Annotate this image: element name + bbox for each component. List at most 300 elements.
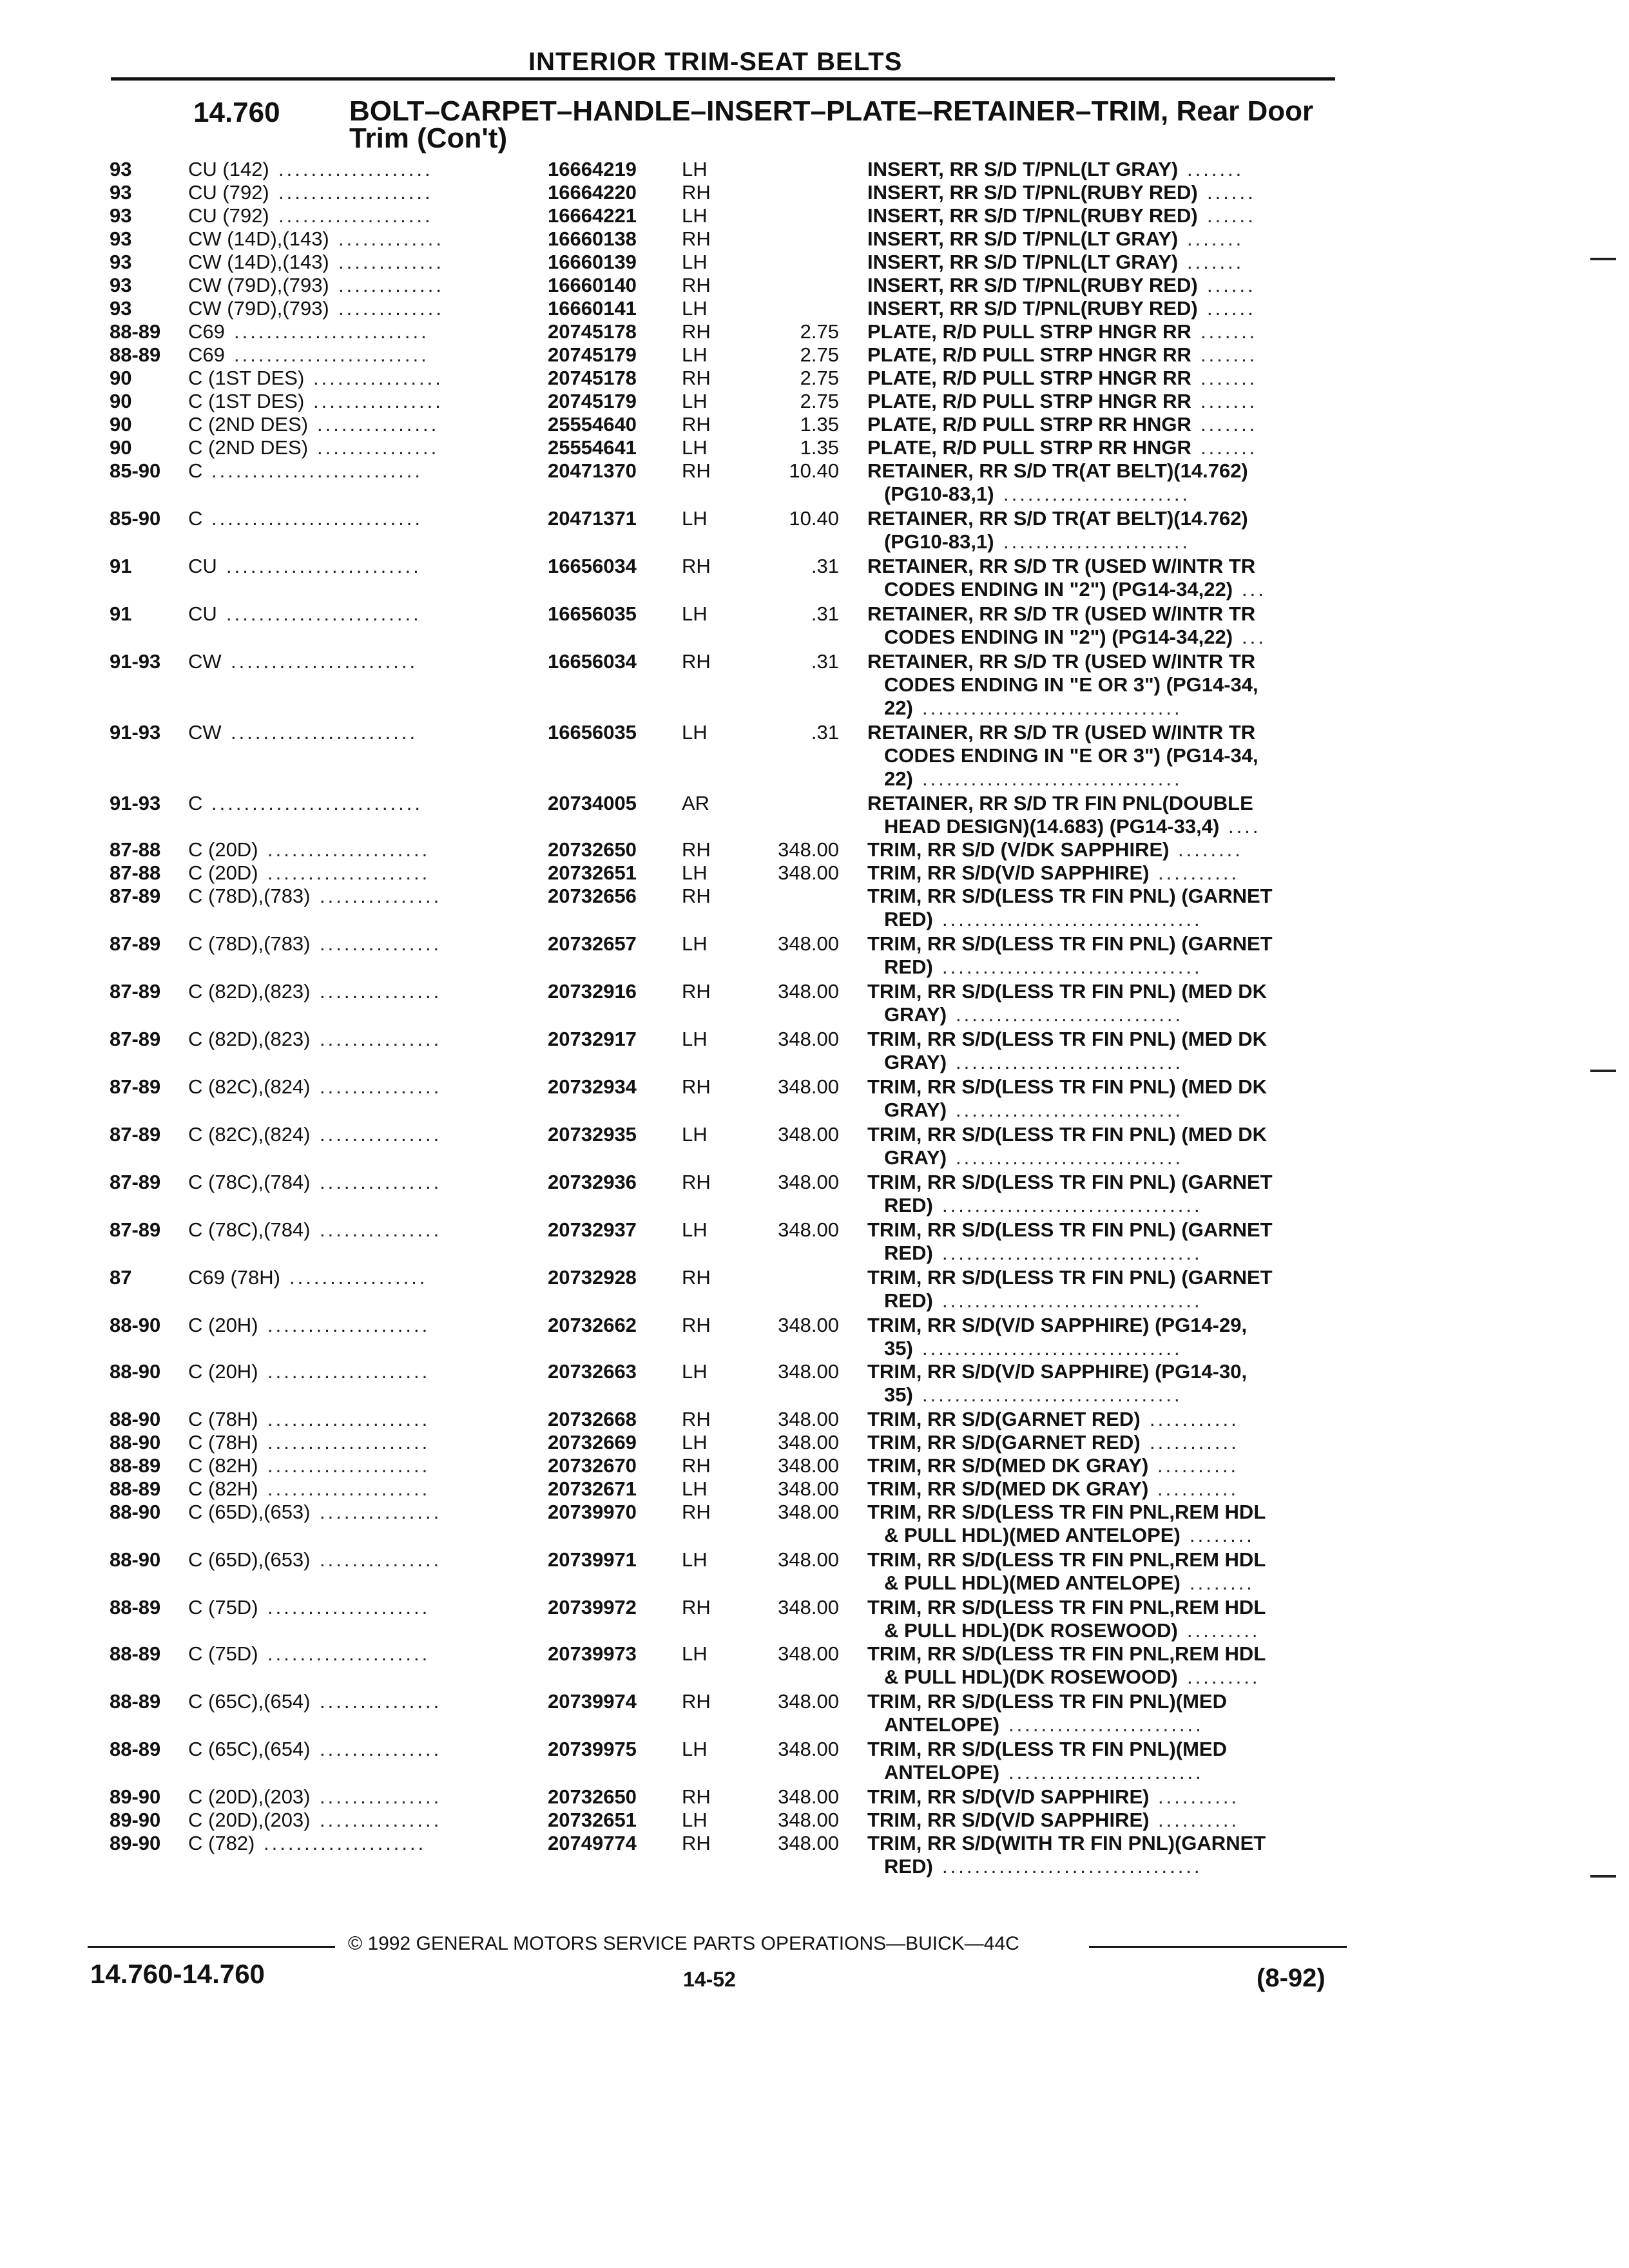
part-number: 20732651 xyxy=(548,1809,637,1831)
leader-dots: .......................... xyxy=(211,792,423,814)
model-code: C (82D),(823) xyxy=(188,1028,311,1050)
description-line-2: 35) xyxy=(884,1337,913,1360)
model-code: C xyxy=(188,459,203,482)
model-code: CU (792) xyxy=(188,181,269,204)
description: INSERT, RR S/D T/PNL(RUBY RED) xyxy=(867,274,1198,296)
model-year: 93 xyxy=(110,251,132,273)
side-code: RH xyxy=(682,1454,711,1477)
description: TRIM, RR S/D(V/D SAPPHIRE) xyxy=(867,1809,1150,1831)
part-number: 20739973 xyxy=(548,1642,637,1665)
side-code: LH xyxy=(682,1642,708,1665)
side-code: LH xyxy=(682,602,708,625)
leader-dots: ....... xyxy=(1187,251,1244,273)
side-code: LH xyxy=(682,251,708,273)
leader-dots: ....................... xyxy=(1003,483,1191,505)
description-line-2: ANTELOPE) xyxy=(884,1713,1000,1736)
leader-dots: ................................ xyxy=(922,1337,1182,1360)
side-code: RH xyxy=(682,980,711,1003)
model-code: CU xyxy=(188,555,217,577)
description-line-3: 22) xyxy=(884,697,913,719)
model-code: C (78C),(784) xyxy=(188,1171,311,1193)
price: 348.00 xyxy=(778,1218,839,1241)
part-number: 16660140 xyxy=(548,274,637,296)
model-code: C (2ND DES) xyxy=(188,413,309,436)
side-code: RH xyxy=(682,1266,711,1289)
leader-dots: ............... xyxy=(320,1075,442,1098)
margin-mark xyxy=(1590,1875,1616,1878)
leader-dots: .......................... xyxy=(211,459,423,482)
leader-dots: .................... xyxy=(267,1431,430,1454)
side-code: RH xyxy=(682,367,711,389)
model-code: C (20H) xyxy=(188,1360,258,1383)
description-line-2: & PULL HDL)(MED ANTELOPE) xyxy=(884,1571,1181,1594)
description-line-2: RED) xyxy=(884,1242,933,1264)
leader-dots: ........... xyxy=(1150,1431,1239,1454)
side-code: LH xyxy=(682,297,708,320)
model-year: 93 xyxy=(110,227,132,250)
model-year: 88-90 xyxy=(110,1548,161,1571)
price: 348.00 xyxy=(778,1171,839,1193)
model-year: 93 xyxy=(110,181,132,204)
leader-dots: ............. xyxy=(338,297,444,320)
side-code: LH xyxy=(682,932,708,955)
description: INSERT, RR S/D T/PNL(LT GRAY) xyxy=(867,158,1179,180)
side-code: LH xyxy=(682,436,708,459)
description: TRIM, RR S/D(GARNET RED) xyxy=(867,1431,1141,1454)
leader-dots: ........... xyxy=(1150,1408,1239,1430)
leader-dots: ............... xyxy=(320,1123,442,1146)
price: 348.00 xyxy=(778,1477,839,1500)
leader-dots: .................... xyxy=(267,861,430,884)
model-code: C (82C),(824) xyxy=(188,1123,311,1146)
model-year: 88-89 xyxy=(110,1738,161,1760)
model-code: C69 xyxy=(188,343,225,366)
description: RETAINER, RR S/D TR (USED W/INTR TR xyxy=(867,555,1256,577)
description-line-2: & PULL HDL)(DK ROSEWOOD) xyxy=(884,1666,1178,1688)
model-year: 87 xyxy=(110,1266,132,1289)
price: 348.00 xyxy=(778,1785,839,1808)
description: TRIM, RR S/D (V/DK SAPPHIRE) xyxy=(867,838,1170,861)
description-line-2: GRAY) xyxy=(884,1146,947,1169)
section-title-line-1: BOLT–CARPET–HANDLE–INSERT–PLATE–RETAINER–TRIM, Rear Door xyxy=(349,95,1314,127)
side-code: LH xyxy=(682,343,708,366)
model-year: 87-88 xyxy=(110,838,161,861)
price: 348.00 xyxy=(778,1028,839,1050)
leader-dots: ............... xyxy=(320,1548,442,1571)
leader-dots: ............... xyxy=(317,413,439,436)
leader-dots: .................... xyxy=(267,1477,430,1500)
price: 348.00 xyxy=(778,1642,839,1665)
leader-dots: ........................ xyxy=(1008,1713,1204,1736)
part-number: 20732670 xyxy=(548,1454,637,1477)
leader-dots: ........ xyxy=(1190,1571,1255,1594)
leader-dots: ................... xyxy=(278,204,433,227)
model-code: CU xyxy=(188,602,217,625)
description-line-2: ANTELOPE) xyxy=(884,1761,1000,1783)
leader-dots: ................ xyxy=(313,390,443,412)
leader-dots: ........ xyxy=(1178,838,1243,861)
leader-dots: ............... xyxy=(320,1690,442,1713)
part-number: 20732928 xyxy=(548,1266,637,1289)
leader-dots: .................... xyxy=(267,838,430,861)
side-code: LH xyxy=(682,1738,708,1760)
part-number: 20739970 xyxy=(548,1501,637,1523)
description: RETAINER, RR S/D TR (USED W/INTR TR xyxy=(867,602,1256,625)
model-code: CW (79D),(793) xyxy=(188,297,329,320)
description: TRIM, RR S/D(V/D SAPPHIRE) xyxy=(867,1785,1150,1808)
model-year: 89-90 xyxy=(110,1809,161,1831)
part-number: 20745178 xyxy=(548,367,637,389)
model-year: 93 xyxy=(110,297,132,320)
model-code: C (782) xyxy=(188,1832,255,1854)
leader-dots: ............. xyxy=(338,251,444,273)
leader-dots: .................... xyxy=(267,1454,430,1477)
part-number: 20739971 xyxy=(548,1548,637,1571)
model-year: 90 xyxy=(110,367,132,389)
description: RETAINER, RR S/D TR(AT BELT)(14.762) xyxy=(867,507,1248,530)
leader-dots: ............... xyxy=(320,1738,442,1760)
description: TRIM, RR S/D(LESS TR FIN PNL) (MED DK xyxy=(867,1028,1267,1050)
price: 10.40 xyxy=(789,507,839,530)
side-code: LH xyxy=(682,861,708,884)
description: TRIM, RR S/D(MED DK GRAY) xyxy=(867,1454,1149,1477)
leader-dots: ........................ xyxy=(1008,1761,1204,1783)
model-code: C (20D) xyxy=(188,861,258,884)
description: TRIM, RR S/D(LESS TR FIN PNL) (MED DK xyxy=(867,980,1267,1003)
part-number: 20732935 xyxy=(548,1123,637,1146)
side-code: RH xyxy=(682,1408,711,1430)
part-number: 20732662 xyxy=(548,1314,637,1336)
leader-dots: ............... xyxy=(320,932,442,955)
model-code: C (78H) xyxy=(188,1431,258,1454)
description: INSERT, RR S/D T/PNL(RUBY RED) xyxy=(867,181,1198,204)
part-number: 16656035 xyxy=(548,721,637,744)
footer-section-range: 14.760-14.760 xyxy=(90,1959,265,1989)
side-code: LH xyxy=(682,390,708,412)
leader-dots: ....... xyxy=(1200,390,1258,412)
price: 348.00 xyxy=(778,1075,839,1098)
description: RETAINER, RR S/D TR (USED W/INTR TR xyxy=(867,650,1256,673)
leader-dots: ............................ xyxy=(956,1146,1184,1169)
model-code: C (20H) xyxy=(188,1314,258,1336)
side-code: RH xyxy=(682,459,711,482)
model-code: CW (14D),(143) xyxy=(188,251,329,273)
model-year: 93 xyxy=(110,158,132,180)
model-year: 87-89 xyxy=(110,1171,161,1193)
description-line-2: RED) xyxy=(884,1855,933,1878)
model-year: 91-93 xyxy=(110,650,161,673)
model-year: 91-93 xyxy=(110,792,161,814)
part-number: 20732669 xyxy=(548,1431,637,1454)
model-year: 88-90 xyxy=(110,1408,161,1430)
model-year: 87-89 xyxy=(110,1028,161,1050)
description: TRIM, RR S/D(LESS TR FIN PNL) (GARNET xyxy=(867,932,1273,955)
price: 1.35 xyxy=(800,436,839,459)
model-code: C69 (78H) xyxy=(188,1266,280,1289)
model-code: CU (792) xyxy=(188,204,269,227)
description-line-2: CODES ENDING IN "2") (PG14-34,22) xyxy=(884,626,1233,648)
model-code: C (78H) xyxy=(188,1408,258,1430)
part-number: 20745179 xyxy=(548,343,637,366)
description: TRIM, RR S/D(GARNET RED) xyxy=(867,1408,1141,1430)
part-number: 20732917 xyxy=(548,1028,637,1050)
description-line-2: & PULL HDL)(MED ANTELOPE) xyxy=(884,1524,1181,1546)
price: 348.00 xyxy=(778,980,839,1003)
model-year: 87-89 xyxy=(110,980,161,1003)
price: 348.00 xyxy=(778,1408,839,1430)
model-code: C69 xyxy=(188,320,225,343)
model-code: C (78C),(784) xyxy=(188,1218,311,1241)
leader-dots: ............................ xyxy=(956,1051,1184,1073)
price: 2.75 xyxy=(800,367,839,389)
leader-dots: ........................ xyxy=(234,320,429,343)
side-code: LH xyxy=(682,1028,708,1050)
leader-dots: ... xyxy=(1242,578,1266,601)
model-year: 88-90 xyxy=(110,1431,161,1454)
model-year: 88-89 xyxy=(110,1642,161,1665)
leader-dots: ....................... xyxy=(231,650,418,673)
price: 348.00 xyxy=(778,1596,839,1619)
side-code: RH xyxy=(682,650,711,673)
leader-dots: ......... xyxy=(1187,1619,1260,1642)
leader-dots: ............... xyxy=(320,1809,442,1831)
leader-dots: ................................ xyxy=(922,1383,1182,1406)
leader-dots: ................................ xyxy=(942,1194,1202,1216)
description: RETAINER, RR S/D TR(AT BELT)(14.762) xyxy=(867,459,1248,482)
leader-dots: ............... xyxy=(320,1171,442,1193)
price: 348.00 xyxy=(778,1360,839,1383)
side-code: LH xyxy=(682,1809,708,1831)
model-year: 85-90 xyxy=(110,459,161,482)
description-line-2: RED) xyxy=(884,1194,933,1216)
description: TRIM, RR S/D(LESS TR FIN PNL)(MED xyxy=(867,1690,1227,1713)
leader-dots: ............................ xyxy=(956,1099,1184,1121)
section-title-line-2: Trim (Con't) xyxy=(349,122,508,154)
part-number: 20471371 xyxy=(548,507,637,530)
model-code: C xyxy=(188,507,203,530)
description-line-2: (PG10-83,1) xyxy=(884,530,994,553)
part-number: 20732656 xyxy=(548,885,637,907)
description-line-2: GRAY) xyxy=(884,1099,947,1121)
side-code: LH xyxy=(682,1123,708,1146)
leader-dots: ....... xyxy=(1200,413,1258,436)
leader-dots: ................................ xyxy=(922,697,1182,719)
part-number: 25554641 xyxy=(548,436,637,459)
model-code: CU (142) xyxy=(188,158,269,180)
leader-dots: ................................ xyxy=(922,767,1182,790)
model-year: 87-89 xyxy=(110,1075,161,1098)
description-line-2: RED) xyxy=(884,908,933,930)
model-code: C (75D) xyxy=(188,1642,258,1665)
side-code: RH xyxy=(682,1314,711,1336)
part-number: 16664221 xyxy=(548,204,637,227)
leader-dots: .......... xyxy=(1157,1454,1239,1477)
description: TRIM, RR S/D(V/D SAPPHIRE) (PG14-29, xyxy=(867,1314,1248,1336)
leader-dots: ............... xyxy=(320,1028,442,1050)
description: PLATE, R/D PULL STRP HNGR RR xyxy=(867,343,1191,366)
price: 348.00 xyxy=(778,838,839,861)
side-code: RH xyxy=(682,227,711,250)
model-code: C (82H) xyxy=(188,1454,258,1477)
section-number: 14.760 xyxy=(193,97,280,128)
model-year: 88-89 xyxy=(110,343,161,366)
description: TRIM, RR S/D(LESS TR FIN PNL,REM HDL xyxy=(867,1548,1266,1571)
model-code: C (20D) xyxy=(188,838,258,861)
part-number: 20471370 xyxy=(548,459,637,482)
price: 2.75 xyxy=(800,343,839,366)
side-code: LH xyxy=(682,1360,708,1383)
footer-date: (8-92) xyxy=(1257,1964,1325,1992)
description: TRIM, RR S/D(LESS TR FIN PNL,REM HDL xyxy=(867,1596,1266,1619)
model-year: 90 xyxy=(110,436,132,459)
part-number: 20732651 xyxy=(548,861,637,884)
part-number: 16660141 xyxy=(548,297,637,320)
side-code: RH xyxy=(682,320,711,343)
model-year: 90 xyxy=(110,390,132,412)
leader-dots: ................................ xyxy=(942,908,1202,930)
leader-dots: .................... xyxy=(267,1642,430,1665)
leader-dots: ................ xyxy=(313,367,443,389)
description: RETAINER, RR S/D TR (USED W/INTR TR xyxy=(867,721,1256,744)
price: 348.00 xyxy=(778,1123,839,1146)
model-code: C (78D),(783) xyxy=(188,885,311,907)
part-number: 16664220 xyxy=(548,181,637,204)
price: 348.00 xyxy=(778,1690,839,1713)
leader-dots: ............... xyxy=(320,1218,442,1241)
description: PLATE, R/D PULL STRP HNGR RR xyxy=(867,367,1191,389)
leader-dots: ........ xyxy=(1190,1524,1255,1546)
model-code: C (75D) xyxy=(188,1596,258,1619)
leader-dots: ............. xyxy=(338,274,444,296)
description: INSERT, RR S/D T/PNL(RUBY RED) xyxy=(867,297,1198,320)
model-year: 91-93 xyxy=(110,721,161,744)
price: 10.40 xyxy=(789,459,839,482)
model-code: C (1ST DES) xyxy=(188,367,305,389)
description: TRIM, RR S/D(LESS TR FIN PNL) (MED DK xyxy=(867,1123,1267,1146)
model-year: 88-90 xyxy=(110,1501,161,1523)
model-code: C (20D),(203) xyxy=(188,1785,311,1808)
leader-dots: ....................... xyxy=(231,721,418,744)
model-code: C (1ST DES) xyxy=(188,390,305,412)
model-code: C (65C),(654) xyxy=(188,1738,311,1760)
leader-dots: ....................... xyxy=(1003,530,1191,553)
model-year: 91 xyxy=(110,555,132,577)
part-number: 20732671 xyxy=(548,1477,637,1500)
part-number: 20732936 xyxy=(548,1171,637,1193)
side-code: LH xyxy=(682,721,708,744)
leader-dots: ................................ xyxy=(942,1855,1202,1878)
part-number: 20739975 xyxy=(548,1738,637,1760)
description: PLATE, R/D PULL STRP RR HNGR xyxy=(867,436,1191,459)
leader-dots: .... xyxy=(1228,815,1261,838)
leader-dots: .................... xyxy=(267,1314,430,1336)
side-code: RH xyxy=(682,1501,711,1523)
price: 348.00 xyxy=(778,1832,839,1854)
part-number: 20732668 xyxy=(548,1408,637,1430)
leader-dots: ................... xyxy=(278,181,433,204)
price: 348.00 xyxy=(778,861,839,884)
leader-dots: ........................ xyxy=(234,343,429,366)
description: TRIM, RR S/D(LESS TR FIN PNL,REM HDL xyxy=(867,1501,1266,1523)
model-year: 88-90 xyxy=(110,1314,161,1336)
leader-dots: ................................ xyxy=(942,1289,1202,1312)
side-code: RH xyxy=(682,413,711,436)
description: TRIM, RR S/D(WITH TR FIN PNL)(GARNET xyxy=(867,1832,1266,1854)
side-code: LH xyxy=(682,204,708,227)
price: 348.00 xyxy=(778,1431,839,1454)
price: 348.00 xyxy=(778,932,839,955)
model-code: CW xyxy=(188,721,222,744)
model-year: 88-90 xyxy=(110,1360,161,1383)
margin-mark xyxy=(1590,258,1616,260)
leader-dots: ...... xyxy=(1207,297,1256,320)
leader-dots: ................................ xyxy=(942,1242,1202,1264)
side-code: LH xyxy=(682,507,708,530)
description-line-2: (PG10-83,1) xyxy=(884,483,994,505)
leader-dots: ................... xyxy=(278,158,433,180)
side-code: RH xyxy=(682,1075,711,1098)
page-title: INTERIOR TRIM-SEAT BELTS xyxy=(528,48,903,76)
model-code: CW xyxy=(188,650,222,673)
part-number: 20732663 xyxy=(548,1360,637,1383)
price: 348.00 xyxy=(778,1548,839,1571)
price: 348.00 xyxy=(778,1454,839,1477)
leader-dots: .................... xyxy=(264,1832,427,1854)
side-code: RH xyxy=(682,274,711,296)
part-number: 20734005 xyxy=(548,792,637,814)
side-code: RH xyxy=(682,555,711,577)
model-code: C (82H) xyxy=(188,1477,258,1500)
model-year: 90 xyxy=(110,413,132,436)
side-code: RH xyxy=(682,1596,711,1619)
part-number: 20732650 xyxy=(548,838,637,861)
description: INSERT, RR S/D T/PNL(LT GRAY) xyxy=(867,227,1179,250)
part-number: 16660138 xyxy=(548,227,637,250)
description: INSERT, RR S/D T/PNL(LT GRAY) xyxy=(867,251,1179,273)
model-code: CW (14D),(143) xyxy=(188,227,329,250)
description: PLATE, R/D PULL STRP HNGR RR xyxy=(867,320,1191,343)
leader-dots: .................... xyxy=(267,1360,430,1383)
price: 348.00 xyxy=(778,1809,839,1831)
footer-copyright: © 1992 GENERAL MOTORS SERVICE PARTS OPERATIONS—BUICK—44C xyxy=(348,1933,1019,1954)
model-year: 87-89 xyxy=(110,1218,161,1241)
side-code: RH xyxy=(682,838,711,861)
description-line-2: RED) xyxy=(884,956,933,978)
model-year: 88-89 xyxy=(110,1454,161,1477)
model-year: 88-89 xyxy=(110,320,161,343)
description: TRIM, RR S/D(MED DK GRAY) xyxy=(867,1477,1149,1500)
price: .31 xyxy=(811,650,839,673)
model-year: 91 xyxy=(110,602,132,625)
description-line-2: CODES ENDING IN "E OR 3") (PG14-34, xyxy=(884,744,1258,767)
model-year: 87-89 xyxy=(110,885,161,907)
price: 2.75 xyxy=(800,390,839,412)
model-year: 87-89 xyxy=(110,1123,161,1146)
description-line-2: GRAY) xyxy=(884,1003,947,1026)
leader-dots: ................................ xyxy=(942,956,1202,978)
model-year: 93 xyxy=(110,204,132,227)
part-number: 16660139 xyxy=(548,251,637,273)
description: TRIM, RR S/D(LESS TR FIN PNL) (GARNET xyxy=(867,1266,1273,1289)
model-code: C (78D),(783) xyxy=(188,932,311,955)
model-year: 87-88 xyxy=(110,861,161,884)
model-code: C (2ND DES) xyxy=(188,436,309,459)
price: .31 xyxy=(811,721,839,744)
description: TRIM, RR S/D(LESS TR FIN PNL) (GARNET xyxy=(867,885,1273,907)
footer-rule-left xyxy=(88,1946,335,1948)
model-code: C xyxy=(188,792,203,814)
description-line-2: CODES ENDING IN "2") (PG14-34,22) xyxy=(884,578,1233,601)
